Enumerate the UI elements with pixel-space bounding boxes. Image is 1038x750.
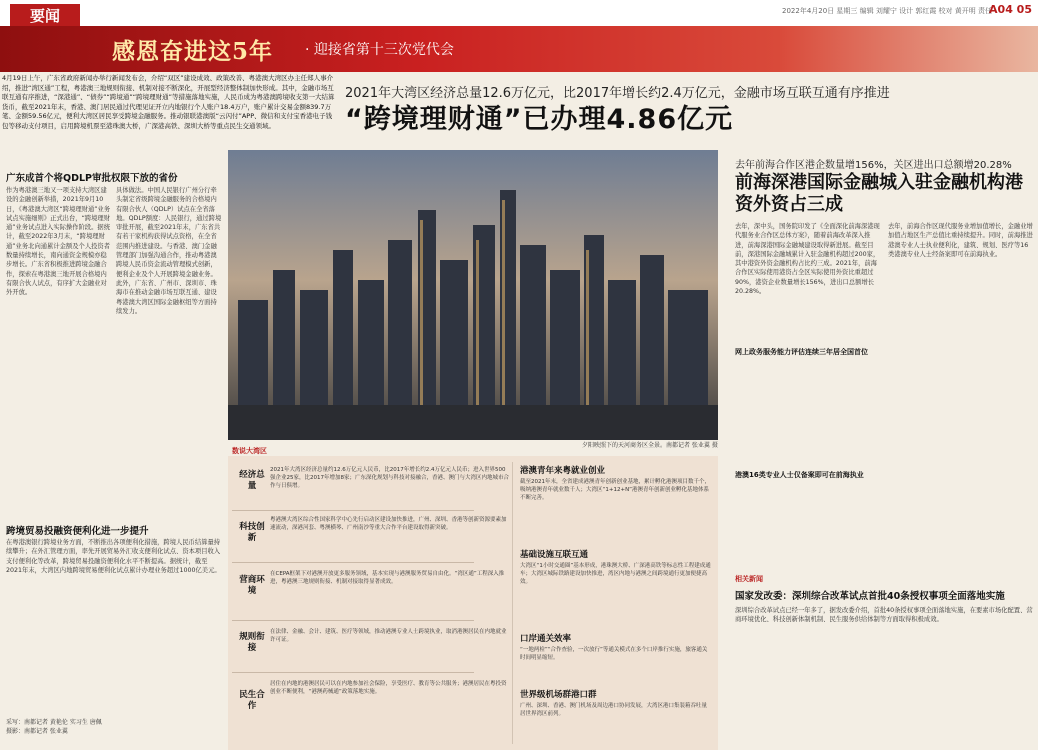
row-divider: [232, 672, 474, 673]
row-divider: [232, 620, 474, 621]
box-title-youth: 港澳青年来粤就业创业: [520, 466, 606, 476]
box-text-airports: 广州、深圳、香港、澳门机场及周边港口协同发展，大湾区港口集装箱吞吐量居世界湾区前列。: [520, 703, 708, 718]
left-body-1: 作为粤港澳三地又一项支持大湾区建设的金融创新举措，2021年9月10日，《粤港澳大湾区“跨境理财通”业务试点实施细则》正式出台，“跨境理财通”业务试点进入实际操作阶段。据统计，截至2022年3月末，“跨境理财通”业务北向通累计金额及个人投资者数量持续增长，南向通资金规模亦稳步增长。广东省积极推进跨境金融合作，探索在粤港澳三地开展合格境内有限合伙人试点，有序扩大金融业对外开放。: [6, 187, 111, 297]
banner-subtitle: · 迎接省第十三次党代会: [305, 42, 454, 58]
data-panel-label: 数说大湾区: [232, 447, 267, 455]
credits: 采写：南都记者 黄艳伦 实习生 唐佩 摄影：南都记者 张业翼: [6, 719, 102, 735]
dateline: 2022年4月20日 星期三 编辑 刘耀宁 设计 郭红霞 校对 黄开明 责任: [782, 7, 992, 15]
right-body-1: 去年，深中头，国务院印发了《全面深化前海深港现代服务业合作区总体方案》，随着前海改革深入推进，前海深港国际金融城建设取得新进展。截至目前，深港国际金融城累计入驻金融机构超过200家，其中港资外资金融机构占比约三成。2021年，前海合作区实际使用港资占全区实际使用外资比重超过90%，港资企业数量增长156%，进出口总额增长20.28%。: [735, 223, 880, 296]
row-divider: [232, 510, 474, 511]
box-title-infrastructure: 基础设施互联互通: [520, 550, 589, 560]
right-article-kicker: 去年前海合作区港企数量增156%，关区进出口总额增20.28%: [735, 160, 1012, 171]
row-text-business: 在CEPA框架下对港澳开放更多服务领域，基本实现与港澳服务贸易自由化。“湾区通”工程深入推进，粤港澳三地规则衔接、机制对接取得显著成效。: [270, 571, 505, 586]
box-title-airports: 世界级机场群港口群: [520, 690, 597, 700]
row-text-livelihood: 居住在内地的港澳居民可以在内地参加社会保险，享受医疗、教育等公共服务；港澳居民在粤投资创业不断便利，“港澳药械通”政策落地实施。: [270, 681, 507, 696]
left-section-title-2: 跨境贸易投融资便利化进一步提升: [6, 526, 149, 537]
box-text-youth: 截至2021年末，全省建成港澳青年创新创业基地，累计孵化港澳项目数千个，吸纳港澳青年就业数千人；大湾区“1+12+N”港澳青年创新创业孵化基地体系不断完善。: [520, 479, 710, 502]
right-body-2: 去年，前海合作区现代服务业增加值增长，金融业增加值占地区生产总值比重持续提升。同时，前海推进港澳专业人士执业便利化，建筑、规划、医疗等16类港澳专业人士经备案即可在前海执业。: [888, 223, 1033, 258]
row-tag-rules: 规则衔接: [239, 632, 265, 653]
row-tag-business: 营商环境: [239, 575, 265, 596]
intro-paragraph: 4月19日上午，广东省政府新闻办举行新闻发布会，介绍“双区”建设成效、政策改善、粤港澳大湾区办主任郑人事介绍，推进“湾区通”工程，粤港澳三地规则衔接、机制对接不断深化，开展型经济整体制加快形成。其中，金融市场互联互通有序推进，“深港通”、“债券”“跨境通”“跨境理财通”等措施落地实施，人民币成为粤港澳跨境收支第一大结算货币，截至2021年末，香港、澳门居民通过代理见证开立内地银行个人账户18.4万户，账户累计交易金额839.7万笔、金额59.56亿元，便利大湾区居民享受跨境金融服务。推动银联港澳版“云闪付”APP、微信和支付宝香港电子钱包等移动支付项目，启用跨境机票至港珠澳大桥，广深港高铁、深圳大桥等重点民生交通领域。: [2, 74, 335, 130]
row-tag-tech: 科技创新: [239, 522, 265, 543]
box-title-customs: 口岸通关效率: [520, 634, 572, 644]
banner-title: 感恩奋进这5年: [112, 38, 274, 65]
row-text-tech: 粤港澳大湾区综合性国家科学中心先行启动区建设加快推进，广州、深圳、香港等创新资源要素加速流动，深港河套、粤澳横琴、广州南沙等重大合作平台建设取得新突破。: [270, 517, 507, 532]
row-text-economy: 2021年大湾区经济总量约12.6万亿元人民币，比2017年增长约2.4万亿元人民币；进入世界500强企业25家，比2017年增加8家；广东深化规划与科技对接融合，香港、澳门与大湾区内地城市合作与日俱增。: [270, 467, 509, 490]
mid-body: 具体做法。中国人民银行广州分行牵头制定省级跨境金融服务的合格境内有限合伙人（QDLP）试点在全省落地。QDLP额度：人民银行，通过跨境审批开展，截至2021年末，广东省共有若干家机构获得试点资格，在全省范围内推进建设。与香港、澳门金融管理部门加强沟通合作，推动粤港澳跨境人民币资金流动管理模式创新，便利企业及个人开展跨境金融业务。此外，广东省、广州市、深圳市、珠海市在推动金融市场互联互通、建设粤港澳大湾区国际金融枢纽等方面持续发力。: [116, 187, 222, 315]
page-number: A04 05: [989, 3, 1032, 16]
left-section-title-1: 广东成首个将QDLP审批权限下放的省份: [6, 173, 178, 184]
section-tag: 要闻: [10, 4, 80, 28]
related-news-body: 深圳综合改革试点已经一年多了，据发改委介绍，首批40条授权事项全面落地实施，在要素市场化配置、营商环境优化、科技创新体制机制、民生服务供给体制等方面取得积极成效。: [735, 607, 1033, 624]
panel-divider: [512, 462, 513, 744]
related-news-tag: 相关新闻: [735, 575, 763, 583]
row-text-rules: 在法律、金融、会计、建筑、医疗等领域，推动港澳专业人士跨境执业，取消港澳居民在内地就业许可证。: [270, 629, 507, 644]
city-skyline-photo: [228, 150, 718, 440]
right-subhead-2: 港澳16类专业人士仅备案即可在前海执业: [735, 471, 864, 479]
article-kicker: 2021年大湾区经济总量12.6万亿元，比2017年增长约2.4万亿元，金融市场互联互通有序推进: [345, 86, 890, 101]
right-subhead-1: 网上政务服务能力评估连续三年居全国首位: [735, 348, 868, 356]
photo-caption: 夕阳映照下的天河商务区全景。南都记者 张业翼 摄: [582, 442, 718, 449]
box-text-infrastructure: 大湾区“1小时交通圈”基本形成，港珠澳大桥、广深港高铁等标志性工程建成通车；大湾区城际铁路建设加快推进，湾区内地与港澳之间跨境通行更加便捷高效。: [520, 563, 711, 586]
row-tag-economy: 经济总量: [239, 470, 265, 491]
right-article-title: 前海深港国际金融城入驻金融机构港资外资占三成: [735, 172, 1023, 215]
related-news-title: 国家发改委：深圳综合改革试点首批40条授权事项全面落地实施: [735, 591, 1005, 602]
row-tag-livelihood: 民生合作: [239, 690, 265, 711]
article-headline: “跨境理财通”已办理4.86亿元: [345, 104, 734, 135]
left-body-2: 在粤港澳银行跨境业务方面，不断推出各项便利化措施，跨境人民币结算量持续攀升；在外汇管理方面，率先开展贸易外汇收支便利化试点、资本项目收入支付便利化等改革，跨境贸易投融资便利化水平不断提高。据统计，截至2021年末，大湾区内地跨境贸易便利化试点累计办理业务超过1000亿美元。: [6, 539, 221, 574]
row-divider: [232, 562, 474, 563]
box-text-customs: “一地两检”“合作查验，一次放行”等通关模式在多个口岸推行实施，旅客通关时间明显缩短。: [520, 647, 708, 662]
